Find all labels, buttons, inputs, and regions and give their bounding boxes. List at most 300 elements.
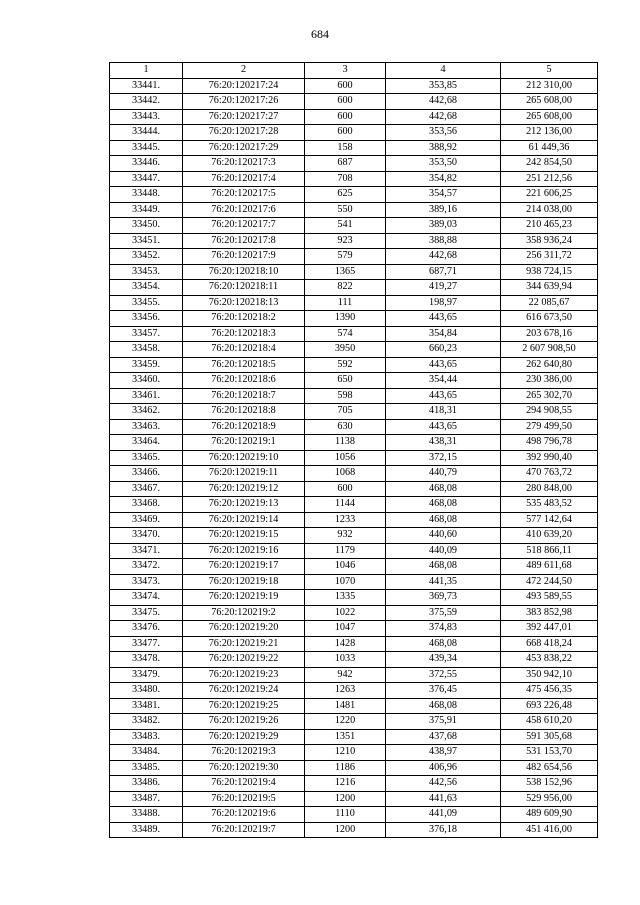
rate-cell: 369,73 — [386, 590, 501, 606]
rate-cell: 443,65 — [386, 311, 501, 327]
area-cell: 600 — [305, 78, 386, 94]
cadastral-number-cell: 76:20:120218:4 — [183, 342, 305, 358]
value-cell: 251 212,56 — [501, 171, 598, 187]
table-row — [110, 311, 598, 327]
cadastral-number-cell: 76:20:120217:27 — [183, 109, 305, 125]
table-row — [110, 373, 598, 389]
table-header-row — [110, 63, 598, 79]
row-number-cell: 33479. — [110, 667, 183, 683]
row-number-cell: 33483. — [110, 729, 183, 745]
value-cell: 212 310,00 — [501, 78, 598, 94]
row-number-cell: 33464. — [110, 435, 183, 451]
area-cell: 1390 — [305, 311, 386, 327]
table-row — [110, 357, 598, 373]
row-number-cell: 33448. — [110, 187, 183, 203]
area-cell: 1220 — [305, 714, 386, 730]
row-number-cell: 33486. — [110, 776, 183, 792]
column-header-3: 3 — [305, 63, 386, 79]
area-cell: 1144 — [305, 497, 386, 513]
table-row — [110, 450, 598, 466]
cadastral-number-cell: 76:20:120217:26 — [183, 94, 305, 110]
cadastral-number-cell: 76:20:120217:7 — [183, 218, 305, 234]
row-number-cell: 33480. — [110, 683, 183, 699]
rate-cell: 372,55 — [386, 667, 501, 683]
area-cell: 3950 — [305, 342, 386, 358]
row-number-cell: 33476. — [110, 621, 183, 637]
table-row — [110, 404, 598, 420]
rate-cell: 375,59 — [386, 605, 501, 621]
rate-cell: 353,56 — [386, 125, 501, 141]
area-cell: 942 — [305, 667, 386, 683]
rate-cell: 418,31 — [386, 404, 501, 420]
table-row — [110, 714, 598, 730]
value-cell: 489 609,90 — [501, 807, 598, 823]
table-row — [110, 574, 598, 590]
value-cell: 350 942,10 — [501, 667, 598, 683]
table-row — [110, 667, 598, 683]
cadastral-number-cell: 76:20:120219:7 — [183, 822, 305, 838]
area-cell: 1070 — [305, 574, 386, 590]
cadastral-number-cell: 76:20:120219:16 — [183, 543, 305, 559]
table-row — [110, 280, 598, 296]
row-number-cell: 33471. — [110, 543, 183, 559]
row-number-cell: 33453. — [110, 264, 183, 280]
table-row — [110, 125, 598, 141]
area-cell: 541 — [305, 218, 386, 234]
rate-cell: 438,31 — [386, 435, 501, 451]
table-row — [110, 497, 598, 513]
cadastral-number-cell: 76:20:120217:28 — [183, 125, 305, 141]
value-cell: 470 763,72 — [501, 466, 598, 482]
column-header-1: 1 — [110, 63, 183, 79]
table-row — [110, 652, 598, 668]
rate-cell: 388,88 — [386, 233, 501, 249]
rate-cell: 442,68 — [386, 109, 501, 125]
rate-cell: 353,50 — [386, 156, 501, 172]
cadastral-number-cell: 76:20:120219:19 — [183, 590, 305, 606]
table-row — [110, 295, 598, 311]
row-number-cell: 33443. — [110, 109, 183, 125]
area-cell: 1200 — [305, 791, 386, 807]
area-cell: 1110 — [305, 807, 386, 823]
table-row — [110, 233, 598, 249]
cadastral-number-cell: 76:20:120217:6 — [183, 202, 305, 218]
area-cell: 1046 — [305, 559, 386, 575]
row-number-cell: 33447. — [110, 171, 183, 187]
row-number-cell: 33457. — [110, 326, 183, 342]
table-row — [110, 388, 598, 404]
value-cell: 383 852,98 — [501, 605, 598, 621]
table-row — [110, 326, 598, 342]
value-cell: 938 724,15 — [501, 264, 598, 280]
value-cell: 214 038,00 — [501, 202, 598, 218]
row-number-cell: 33460. — [110, 373, 183, 389]
rate-cell: 376,18 — [386, 822, 501, 838]
rate-cell: 438,97 — [386, 745, 501, 761]
table-row — [110, 218, 598, 234]
rate-cell: 372,15 — [386, 450, 501, 466]
value-cell: 294 908,55 — [501, 404, 598, 420]
table-row — [110, 698, 598, 714]
table-row — [110, 791, 598, 807]
rate-cell: 376,45 — [386, 683, 501, 699]
area-cell: 1263 — [305, 683, 386, 699]
cadastral-number-cell: 76:20:120219:23 — [183, 667, 305, 683]
area-cell: 1365 — [305, 264, 386, 280]
value-cell: 344 639,94 — [501, 280, 598, 296]
table-row — [110, 481, 598, 497]
row-number-cell: 33449. — [110, 202, 183, 218]
value-cell: 2 607 908,50 — [501, 342, 598, 358]
value-cell: 535 483,52 — [501, 497, 598, 513]
table-row — [110, 249, 598, 265]
cadastral-number-cell: 76:20:120217:24 — [183, 78, 305, 94]
rate-cell: 374,83 — [386, 621, 501, 637]
row-number-cell: 33477. — [110, 636, 183, 652]
area-cell: 1481 — [305, 698, 386, 714]
row-number-cell: 33468. — [110, 497, 183, 513]
table-row — [110, 78, 598, 94]
cadastral-number-cell: 76:20:120219:25 — [183, 698, 305, 714]
row-number-cell: 33482. — [110, 714, 183, 730]
area-cell: 708 — [305, 171, 386, 187]
area-cell: 158 — [305, 140, 386, 156]
row-number-cell: 33441. — [110, 78, 183, 94]
cadastral-number-cell: 76:20:120218:7 — [183, 388, 305, 404]
page-number: 684 — [311, 27, 329, 41]
value-cell: 410 639,20 — [501, 528, 598, 544]
area-cell: 1056 — [305, 450, 386, 466]
row-number-cell: 33478. — [110, 652, 183, 668]
value-cell: 265 302,70 — [501, 388, 598, 404]
table-row — [110, 419, 598, 435]
rate-cell: 443,65 — [386, 419, 501, 435]
rate-cell: 354,44 — [386, 373, 501, 389]
value-cell: 265 608,00 — [501, 109, 598, 125]
value-cell: 203 678,16 — [501, 326, 598, 342]
rate-cell: 468,08 — [386, 559, 501, 575]
table-row — [110, 435, 598, 451]
area-cell: 923 — [305, 233, 386, 249]
rate-cell: 388,92 — [386, 140, 501, 156]
rate-cell: 440,79 — [386, 466, 501, 482]
row-number-cell: 33473. — [110, 574, 183, 590]
area-cell: 600 — [305, 109, 386, 125]
table-row — [110, 729, 598, 745]
value-cell: 265 608,00 — [501, 94, 598, 110]
table-row — [110, 636, 598, 652]
table-row — [110, 171, 598, 187]
row-number-cell: 33474. — [110, 590, 183, 606]
table-row — [110, 760, 598, 776]
area-cell: 822 — [305, 280, 386, 296]
table-body — [110, 78, 598, 838]
row-number-cell: 33467. — [110, 481, 183, 497]
column-header-2: 2 — [183, 63, 305, 79]
table-row — [110, 745, 598, 761]
rate-cell: 441,35 — [386, 574, 501, 590]
cadastral-number-cell: 76:20:120219:20 — [183, 621, 305, 637]
value-cell: 262 640,80 — [501, 357, 598, 373]
table-row — [110, 590, 598, 606]
area-cell: 625 — [305, 187, 386, 203]
value-cell: 475 456,35 — [501, 683, 598, 699]
cadastral-number-cell: 76:20:120217:29 — [183, 140, 305, 156]
rate-cell: 468,08 — [386, 497, 501, 513]
cadastral-number-cell: 76:20:120219:1 — [183, 435, 305, 451]
rate-cell: 406,96 — [386, 760, 501, 776]
row-number-cell: 33444. — [110, 125, 183, 141]
value-cell: 256 311,72 — [501, 249, 598, 265]
value-cell: 221 606,25 — [501, 187, 598, 203]
rate-cell: 198,97 — [386, 295, 501, 311]
row-number-cell: 33452. — [110, 249, 183, 265]
rate-cell: 442,56 — [386, 776, 501, 792]
rate-cell: 443,65 — [386, 388, 501, 404]
row-number-cell: 33487. — [110, 791, 183, 807]
area-cell: 1210 — [305, 745, 386, 761]
table-row — [110, 187, 598, 203]
area-cell: 1033 — [305, 652, 386, 668]
value-cell: 489 611,68 — [501, 559, 598, 575]
area-cell: 1216 — [305, 776, 386, 792]
row-number-cell: 33485. — [110, 760, 183, 776]
row-number-cell: 33466. — [110, 466, 183, 482]
rate-cell: 354,84 — [386, 326, 501, 342]
cadastral-number-cell: 76:20:120219:5 — [183, 791, 305, 807]
value-cell: 279 499,50 — [501, 419, 598, 435]
cadastral-number-cell: 76:20:120219:13 — [183, 497, 305, 513]
value-cell: 22 085,67 — [501, 295, 598, 311]
rate-cell: 442,68 — [386, 94, 501, 110]
cadastral-number-cell: 76:20:120217:5 — [183, 187, 305, 203]
cadastral-number-cell: 76:20:120219:18 — [183, 574, 305, 590]
table-row — [110, 109, 598, 125]
area-cell: 1186 — [305, 760, 386, 776]
value-cell: 230 386,00 — [501, 373, 598, 389]
value-cell: 518 866,11 — [501, 543, 598, 559]
value-cell: 693 226,48 — [501, 698, 598, 714]
value-cell: 212 136,00 — [501, 125, 598, 141]
cadastral-number-cell: 76:20:120219:15 — [183, 528, 305, 544]
table-row — [110, 466, 598, 482]
value-cell: 451 416,00 — [501, 822, 598, 838]
row-number-cell: 33450. — [110, 218, 183, 234]
row-number-cell: 33442. — [110, 94, 183, 110]
row-number-cell: 33465. — [110, 450, 183, 466]
area-cell: 687 — [305, 156, 386, 172]
row-number-cell: 33461. — [110, 388, 183, 404]
rate-cell: 442,68 — [386, 249, 501, 265]
cadastral-number-cell: 76:20:120218:5 — [183, 357, 305, 373]
value-cell: 577 142,64 — [501, 512, 598, 528]
rate-cell: 660,23 — [386, 342, 501, 358]
cadastral-number-cell: 76:20:120219:12 — [183, 481, 305, 497]
table-row — [110, 512, 598, 528]
row-number-cell: 33475. — [110, 605, 183, 621]
value-cell: 591 305,68 — [501, 729, 598, 745]
cadastral-number-cell: 76:20:120219:22 — [183, 652, 305, 668]
row-number-cell: 33459. — [110, 357, 183, 373]
row-number-cell: 33455. — [110, 295, 183, 311]
row-number-cell: 33451. — [110, 233, 183, 249]
cadastral-number-cell: 76:20:120218:10 — [183, 264, 305, 280]
table-row — [110, 264, 598, 280]
row-number-cell: 33445. — [110, 140, 183, 156]
value-cell: 538 152,96 — [501, 776, 598, 792]
area-cell: 1233 — [305, 512, 386, 528]
area-cell: 1022 — [305, 605, 386, 621]
table-row — [110, 543, 598, 559]
cadastral-number-cell: 76:20:120219:11 — [183, 466, 305, 482]
table-row — [110, 605, 598, 621]
area-cell: 600 — [305, 94, 386, 110]
table-row — [110, 140, 598, 156]
rate-cell: 439,34 — [386, 652, 501, 668]
value-cell: 61 449,36 — [501, 140, 598, 156]
table-row — [110, 94, 598, 110]
area-cell: 932 — [305, 528, 386, 544]
table-row — [110, 528, 598, 544]
row-number-cell: 33454. — [110, 280, 183, 296]
area-cell: 650 — [305, 373, 386, 389]
value-cell: 493 589,55 — [501, 590, 598, 606]
rate-cell: 353,85 — [386, 78, 501, 94]
area-cell: 1200 — [305, 822, 386, 838]
rate-cell: 443,65 — [386, 357, 501, 373]
column-header-4: 4 — [386, 63, 501, 79]
cadastral-number-cell: 76:20:120219:3 — [183, 745, 305, 761]
cadastral-number-cell: 76:20:120219:4 — [183, 776, 305, 792]
table-row — [110, 559, 598, 575]
area-cell: 1335 — [305, 590, 386, 606]
area-cell: 598 — [305, 388, 386, 404]
row-number-cell: 33463. — [110, 419, 183, 435]
table-row — [110, 156, 598, 172]
rate-cell: 441,63 — [386, 791, 501, 807]
cadastral-number-cell: 76:20:120218:9 — [183, 419, 305, 435]
cadastral-number-cell: 76:20:120218:13 — [183, 295, 305, 311]
area-cell: 630 — [305, 419, 386, 435]
table-row — [110, 202, 598, 218]
value-cell: 458 610,20 — [501, 714, 598, 730]
table-row — [110, 822, 598, 838]
rate-cell: 375,91 — [386, 714, 501, 730]
area-cell: 1179 — [305, 543, 386, 559]
table-row — [110, 683, 598, 699]
row-number-cell: 33456. — [110, 311, 183, 327]
cadastral-number-cell: 76:20:120217:4 — [183, 171, 305, 187]
area-cell: 550 — [305, 202, 386, 218]
row-number-cell: 33462. — [110, 404, 183, 420]
cadastral-number-cell: 76:20:120218:8 — [183, 404, 305, 420]
cadastral-number-cell: 76:20:120219:29 — [183, 729, 305, 745]
cadastral-number-cell: 76:20:120219:2 — [183, 605, 305, 621]
area-cell: 705 — [305, 404, 386, 420]
table-row — [110, 621, 598, 637]
rate-cell: 468,08 — [386, 636, 501, 652]
value-cell: 358 936,24 — [501, 233, 598, 249]
value-cell: 392 447,01 — [501, 621, 598, 637]
value-cell: 453 838,22 — [501, 652, 598, 668]
area-cell: 600 — [305, 125, 386, 141]
cadastral-number-cell: 76:20:120218:3 — [183, 326, 305, 342]
value-cell: 498 796,78 — [501, 435, 598, 451]
value-cell: 668 418,24 — [501, 636, 598, 652]
area-cell: 111 — [305, 295, 386, 311]
cadastral-number-cell: 76:20:120218:6 — [183, 373, 305, 389]
value-cell: 482 654,56 — [501, 760, 598, 776]
cadastral-number-cell: 76:20:120219:26 — [183, 714, 305, 730]
area-cell: 1428 — [305, 636, 386, 652]
value-cell: 392 990,40 — [501, 450, 598, 466]
row-number-cell: 33458. — [110, 342, 183, 358]
cadastral-number-cell: 76:20:120217:9 — [183, 249, 305, 265]
table-row — [110, 342, 598, 358]
row-number-cell: 33446. — [110, 156, 183, 172]
rate-cell: 354,82 — [386, 171, 501, 187]
row-number-cell: 33472. — [110, 559, 183, 575]
rate-cell: 389,16 — [386, 202, 501, 218]
rate-cell: 468,08 — [386, 481, 501, 497]
cadastral-number-cell: 76:20:120218:2 — [183, 311, 305, 327]
rate-cell: 441,09 — [386, 807, 501, 823]
area-cell: 592 — [305, 357, 386, 373]
value-cell: 616 673,50 — [501, 311, 598, 327]
value-cell: 531 153,70 — [501, 745, 598, 761]
area-cell: 574 — [305, 326, 386, 342]
cadastral-number-cell: 76:20:120219:30 — [183, 760, 305, 776]
rate-cell: 468,08 — [386, 698, 501, 714]
area-cell: 1138 — [305, 435, 386, 451]
row-number-cell: 33488. — [110, 807, 183, 823]
area-cell: 1047 — [305, 621, 386, 637]
rate-cell: 440,09 — [386, 543, 501, 559]
cadastral-number-cell: 76:20:120219:10 — [183, 450, 305, 466]
value-cell: 210 465,23 — [501, 218, 598, 234]
row-number-cell: 33481. — [110, 698, 183, 714]
rate-cell: 437,68 — [386, 729, 501, 745]
rate-cell: 389,03 — [386, 218, 501, 234]
data-table — [109, 62, 598, 838]
value-cell: 472 244,50 — [501, 574, 598, 590]
table-row — [110, 807, 598, 823]
area-cell: 1351 — [305, 729, 386, 745]
cadastral-number-cell: 76:20:120218:11 — [183, 280, 305, 296]
rate-cell: 440,60 — [386, 528, 501, 544]
row-number-cell: 33489. — [110, 822, 183, 838]
cadastral-number-cell: 76:20:120217:3 — [183, 156, 305, 172]
value-cell: 280 848,00 — [501, 481, 598, 497]
row-number-cell: 33469. — [110, 512, 183, 528]
table-row — [110, 776, 598, 792]
value-cell: 242 854,50 — [501, 156, 598, 172]
area-cell: 1068 — [305, 466, 386, 482]
cadastral-number-cell: 76:20:120219:14 — [183, 512, 305, 528]
value-cell: 529 956,00 — [501, 791, 598, 807]
row-number-cell: 33470. — [110, 528, 183, 544]
cadastral-number-cell: 76:20:120219:24 — [183, 683, 305, 699]
column-header-5: 5 — [501, 63, 598, 79]
area-cell: 579 — [305, 249, 386, 265]
area-cell: 600 — [305, 481, 386, 497]
rate-cell: 354,57 — [386, 187, 501, 203]
cadastral-number-cell: 76:20:120219:21 — [183, 636, 305, 652]
cadastral-number-cell: 76:20:120219:17 — [183, 559, 305, 575]
rate-cell: 687,71 — [386, 264, 501, 280]
cadastral-number-cell: 76:20:120219:6 — [183, 807, 305, 823]
rate-cell: 419,27 — [386, 280, 501, 296]
